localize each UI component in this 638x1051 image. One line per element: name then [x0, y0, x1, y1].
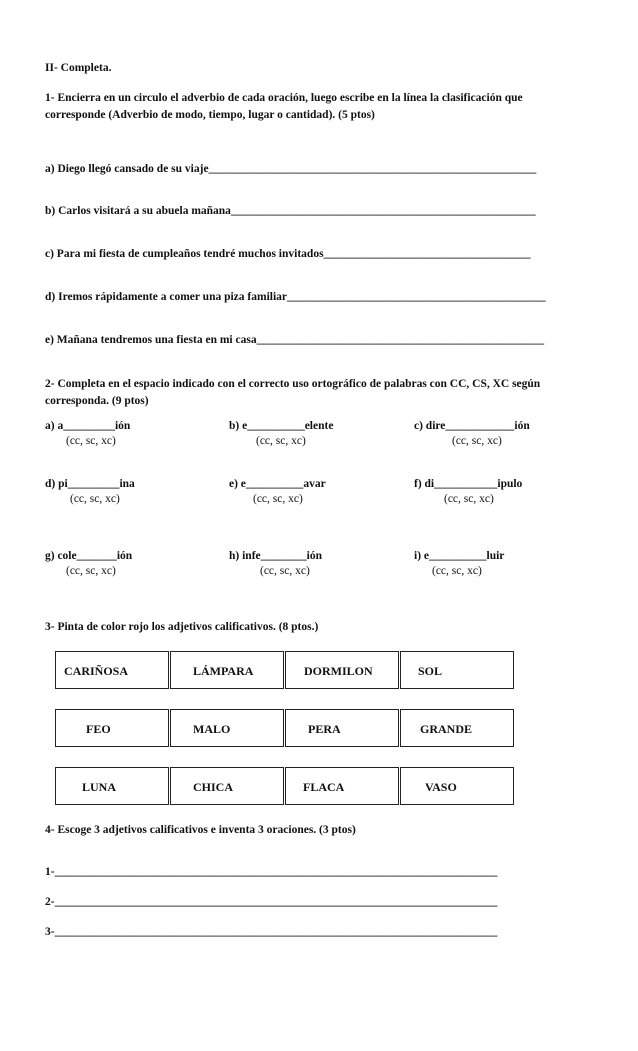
- hint-g: (cc, sc, xc): [66, 565, 116, 577]
- sentence-d: d) Iremos rápidamente a comer una piza familiar_____________________________________________: [45, 291, 546, 303]
- word-blank-c: c) dire____________ión: [414, 420, 530, 432]
- sentence-b: b) Carlos visitará a su abuela mañana_____________________________________________________: [45, 205, 536, 217]
- word-box-pera[interactable]: [285, 709, 399, 747]
- word-box-feo[interactable]: [55, 709, 169, 747]
- worksheet-title: II- Completa.: [45, 62, 112, 74]
- word-box-label: GRANDE: [420, 722, 473, 736]
- word-box-lampara[interactable]: [170, 651, 284, 689]
- hint-f: (cc, sc, xc): [444, 493, 494, 505]
- word-blank-f: f) di___________ipulo: [414, 478, 523, 490]
- word-box-label: VASO: [425, 780, 457, 794]
- word-box-label: MALO: [193, 722, 231, 736]
- hint-i: (cc, sc, xc): [432, 565, 482, 577]
- word-box-sol[interactable]: [400, 651, 514, 689]
- sentence-c: c) Para mi fiesta de cumpleaños tendré muchos invitados____________________________________: [45, 248, 531, 260]
- sentence-a: a) Diego llegó cansado de su viaje_________________________________________________________: [45, 163, 537, 175]
- sentence-e: e) Mañana tendremos una fiesta en mi casa__________________________________________________: [45, 334, 545, 346]
- word-box-label: LUNA: [82, 780, 117, 794]
- word-box-label: CHICA: [193, 780, 234, 794]
- word-box-malo[interactable]: [170, 709, 284, 747]
- section1-instruction: 1- Encierra en un circulo el adverbio de cada oración, luego escribe en la línea la clasificación que corresponde (Adverbio de modo, tiempo, lugar o cantidad). (5 ptos): [45, 92, 523, 121]
- word-box-label: LÁMPARA: [193, 664, 254, 678]
- word-box-chica[interactable]: [170, 767, 284, 805]
- sentence-line-1[interactable]: 1-_____________________________________________________________________________: [45, 866, 498, 878]
- word-box-vaso[interactable]: [400, 767, 514, 805]
- word-box-label: FEO: [86, 722, 111, 736]
- word-blank-a: a) a_________ión: [45, 420, 131, 432]
- word-blank-i: i) e__________luir: [414, 550, 505, 562]
- hint-c: (cc, sc, xc): [452, 435, 502, 447]
- hint-d: (cc, sc, xc): [70, 493, 120, 505]
- word-blank-g: g) cole_______ión: [45, 550, 133, 562]
- section2-instruction: 2- Completa en el espacio indicado con el correcto uso ortográfico de palabras con CC, CS, XC según corresponda. (9 ptos): [45, 378, 541, 407]
- sentence-line-3[interactable]: 3-_____________________________________________________________________________: [45, 926, 498, 938]
- hint-b: (cc, sc, xc): [256, 435, 306, 447]
- word-box-grande[interactable]: [400, 709, 514, 747]
- word-box-label: DORMILON: [304, 664, 373, 678]
- word-box-luna[interactable]: [55, 767, 169, 805]
- word-box-dormilon[interactable]: [285, 651, 399, 689]
- hint-h: (cc, sc, xc): [260, 565, 310, 577]
- word-blank-d: d) pi_________ina: [45, 478, 135, 490]
- hint-a: (cc, sc, xc): [66, 435, 116, 447]
- section4-instruction: 4- Escoge 3 adjetivos calificativos e inventa 3 oraciones. (3 ptos): [45, 824, 356, 836]
- section3-instruction: 3- Pinta de color rojo los adjetivos calificativos. (8 ptos.): [45, 621, 319, 633]
- word-box-label: SOL: [418, 664, 443, 678]
- sentence-line-2[interactable]: 2-_____________________________________________________________________________: [45, 896, 498, 908]
- word-box-label: CARIÑOSA: [64, 664, 129, 678]
- word-blank-e: e) e__________avar: [229, 478, 326, 490]
- word-box-label: PERA: [308, 722, 341, 736]
- word-box-label: FLACA: [303, 780, 345, 794]
- word-blank-b: b) e__________elente: [229, 420, 334, 432]
- word-box-flaca[interactable]: [285, 767, 399, 805]
- word-blank-h: h) infe________ión: [229, 550, 322, 562]
- hint-e: (cc, sc, xc): [253, 493, 303, 505]
- word-box-carinosa[interactable]: [55, 651, 169, 689]
